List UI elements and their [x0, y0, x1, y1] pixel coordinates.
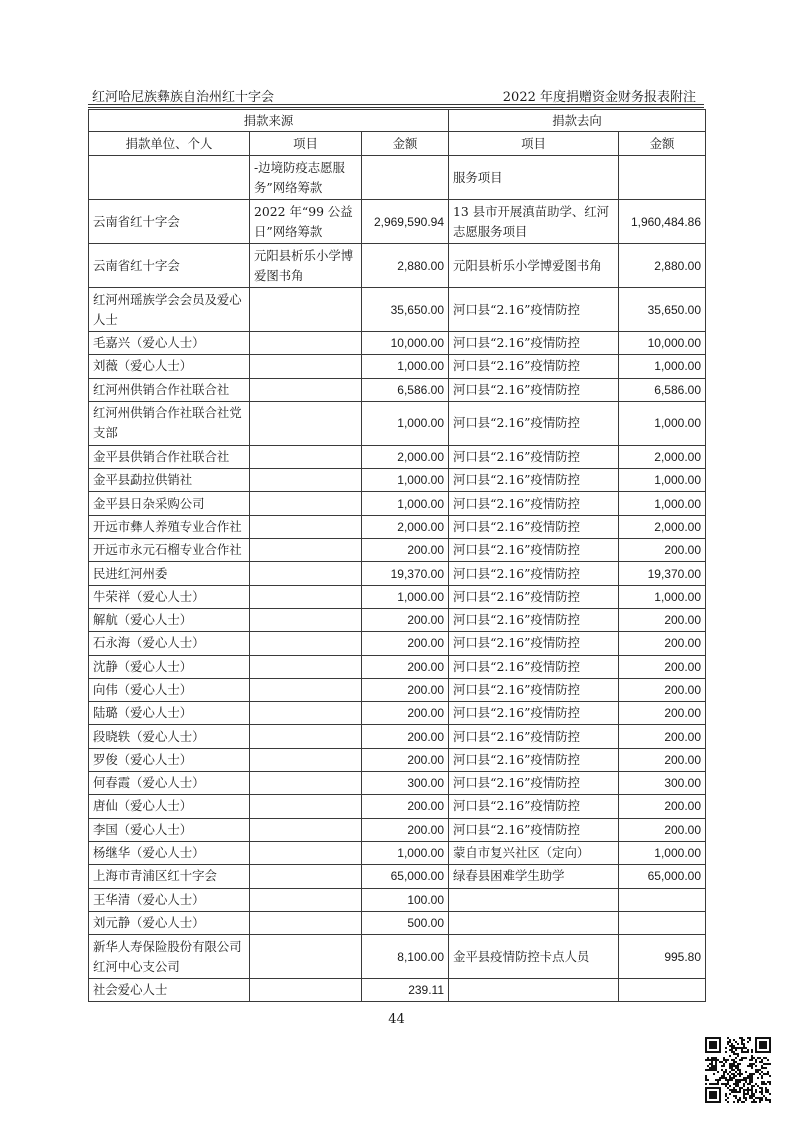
- source-project-cell: [250, 562, 362, 585]
- source-amount-cell: 2,000.00: [362, 515, 449, 538]
- qr-code-icon: [703, 1035, 773, 1105]
- destination-amount-cell: 200.00: [619, 702, 706, 725]
- destination-amount-cell: 200.00: [619, 655, 706, 678]
- source-amount-cell: 200.00: [362, 632, 449, 655]
- destination-project-cell: 河口县“2.16”疫情防控: [449, 608, 619, 631]
- destination-project-cell: 服务项目: [449, 156, 619, 200]
- source-amount-cell: 6,586.00: [362, 378, 449, 401]
- destination-amount-cell: [619, 156, 706, 200]
- source-project-cell: [250, 288, 362, 332]
- destination-project-cell: 河口县“2.16”疫情防控: [449, 725, 619, 748]
- table-group-header-row: [89, 110, 706, 132]
- source-amount-cell: 200.00: [362, 539, 449, 562]
- destination-project-cell: 河口县“2.16”疫情防控: [449, 492, 619, 515]
- table-row: [89, 841, 706, 864]
- table-row: [89, 865, 706, 888]
- source-amount-cell: 2,000.00: [362, 445, 449, 468]
- source-amount-cell: [362, 156, 449, 200]
- destination-project-cell: 河口县“2.16”疫情防控: [449, 562, 619, 585]
- destination-amount-cell: 200.00: [619, 818, 706, 841]
- source-amount-cell: 200.00: [362, 795, 449, 818]
- col-header-destination-amount: 金额: [619, 132, 706, 156]
- destination-amount-cell: 200.00: [619, 748, 706, 771]
- destination-amount-cell: 2,000.00: [619, 515, 706, 538]
- table-row: [89, 401, 706, 445]
- donor-cell: [89, 156, 250, 200]
- donor-cell: 金平县勐拉供销社: [89, 469, 250, 492]
- source-project-cell: [250, 795, 362, 818]
- table-row: [89, 795, 706, 818]
- source-project-cell: [250, 725, 362, 748]
- table-row: [89, 469, 706, 492]
- table-row: [89, 772, 706, 795]
- table-row: [89, 288, 706, 332]
- table-row: [89, 632, 706, 655]
- donor-cell: 石永海（爱心人士）: [89, 632, 250, 655]
- source-amount-cell: 200.00: [362, 818, 449, 841]
- col-header-donor: 捐款单位、个人: [89, 132, 250, 156]
- source-project-cell: [250, 355, 362, 378]
- destination-amount-cell: 200.00: [619, 632, 706, 655]
- destination-amount-cell: 19,370.00: [619, 562, 706, 585]
- destination-project-cell: 河口县“2.16”疫情防控: [449, 445, 619, 468]
- source-amount-cell: 1,000.00: [362, 841, 449, 864]
- destination-project-cell: 河口县“2.16”疫情防控: [449, 515, 619, 538]
- destination-amount-cell: 10,000.00: [619, 332, 706, 355]
- source-amount-cell: 200.00: [362, 748, 449, 771]
- donor-cell: 红河州供销合作社联合社: [89, 378, 250, 401]
- destination-amount-cell: 2,880.00: [619, 244, 706, 288]
- table-row: [89, 585, 706, 608]
- source-amount-cell: 2,880.00: [362, 244, 449, 288]
- destination-amount-cell: 6,586.00: [619, 378, 706, 401]
- destination-amount-cell: 1,000.00: [619, 401, 706, 445]
- destination-project-cell: 绿春县困难学生助学: [449, 865, 619, 888]
- donor-cell: 李国（爱心人士）: [89, 818, 250, 841]
- table-row: [89, 445, 706, 468]
- source-project-cell: [250, 748, 362, 771]
- source-amount-cell: 200.00: [362, 725, 449, 748]
- donor-cell: 刘薇（爱心人士）: [89, 355, 250, 378]
- source-project-cell: [250, 445, 362, 468]
- donor-cell: 云南省红十字会: [89, 200, 250, 244]
- destination-amount-cell: [619, 911, 706, 934]
- source-amount-cell: 19,370.00: [362, 562, 449, 585]
- source-amount-cell: 1,000.00: [362, 469, 449, 492]
- source-amount-cell: 1,000.00: [362, 492, 449, 515]
- destination-amount-cell: 2,000.00: [619, 445, 706, 468]
- destination-amount-cell: 1,000.00: [619, 469, 706, 492]
- source-project-cell: [250, 469, 362, 492]
- table-row: [89, 888, 706, 911]
- donor-cell: 社会爱心人士: [89, 979, 250, 1002]
- source-amount-cell: 100.00: [362, 888, 449, 911]
- destination-project-cell: 河口县“2.16”疫情防控: [449, 332, 619, 355]
- source-amount-cell: 500.00: [362, 911, 449, 934]
- source-project-cell: [250, 702, 362, 725]
- destination-project-cell: 元阳县析乐小学博爱图书角: [449, 244, 619, 288]
- destination-amount-cell: [619, 888, 706, 911]
- destination-project-cell: 河口县“2.16”疫情防控: [449, 655, 619, 678]
- source-project-cell: [250, 608, 362, 631]
- source-amount-cell: 1,000.00: [362, 401, 449, 445]
- table-row: [89, 608, 706, 631]
- donor-cell: 王华清（爱心人士）: [89, 888, 250, 911]
- donor-cell: 红河州供销合作社联合社党支部: [89, 401, 250, 445]
- donor-cell: 解航（爱心人士）: [89, 608, 250, 631]
- destination-amount-cell: 200.00: [619, 725, 706, 748]
- source-project-cell: [250, 492, 362, 515]
- destination-project-cell: [449, 911, 619, 934]
- table-row: [89, 655, 706, 678]
- destination-project-cell: 河口县“2.16”疫情防控: [449, 539, 619, 562]
- header-divider-secondary: [88, 107, 704, 108]
- source-project-cell: [250, 585, 362, 608]
- source-project-cell: 2022 年“99 公益日”网络筹款: [250, 200, 362, 244]
- destination-amount-cell: 1,000.00: [619, 841, 706, 864]
- source-amount-cell: 10,000.00: [362, 332, 449, 355]
- donor-cell: 陆璐（爱心人士）: [89, 702, 250, 725]
- destination-project-cell: 河口县“2.16”疫情防控: [449, 288, 619, 332]
- donor-cell: 民进红河州委: [89, 562, 250, 585]
- source-project-cell: [250, 678, 362, 701]
- destination-project-cell: 河口县“2.16”疫情防控: [449, 401, 619, 445]
- table-row: [89, 748, 706, 771]
- table-row: [89, 156, 706, 200]
- destination-project-cell: [449, 979, 619, 1002]
- donation-table: [88, 109, 706, 1002]
- source-amount-cell: 200.00: [362, 608, 449, 631]
- header-report-title: 2022 年度捐赠资金财务报表附注: [502, 90, 696, 105]
- donor-cell: 上海市青浦区红十字会: [89, 865, 250, 888]
- table-row: [89, 332, 706, 355]
- table-row: [89, 678, 706, 701]
- donor-cell: 杨继华（爱心人士）: [89, 841, 250, 864]
- destination-amount-cell: [619, 979, 706, 1002]
- source-project-cell: [250, 632, 362, 655]
- table-row: [89, 378, 706, 401]
- destination-amount-cell: 200.00: [619, 539, 706, 562]
- source-project-cell: -边境防疫志愿服务”网络筹款: [250, 156, 362, 200]
- table-column-header-row: [89, 132, 706, 156]
- destination-amount-cell: 1,000.00: [619, 585, 706, 608]
- col-header-destination-project: 项目: [449, 132, 619, 156]
- source-project-cell: [250, 979, 362, 1002]
- source-amount-cell: 300.00: [362, 772, 449, 795]
- source-amount-cell: 200.00: [362, 655, 449, 678]
- table-row: [89, 911, 706, 934]
- group-header-source: 捐款来源: [89, 110, 449, 132]
- donor-cell: 毛嘉兴（爱心人士）: [89, 332, 250, 355]
- table-row: [89, 515, 706, 538]
- source-amount-cell: 8,100.00: [362, 935, 449, 979]
- destination-amount-cell: 1,000.00: [619, 492, 706, 515]
- donor-cell: 云南省红十字会: [89, 244, 250, 288]
- destination-project-cell: 河口县“2.16”疫情防控: [449, 378, 619, 401]
- col-header-source-project: 项目: [250, 132, 362, 156]
- table-row: [89, 355, 706, 378]
- table-row: [89, 702, 706, 725]
- source-project-cell: [250, 841, 362, 864]
- destination-project-cell: 河口县“2.16”疫情防控: [449, 469, 619, 492]
- header-organization: 红河哈尼族彝族自治州红十字会: [92, 90, 275, 105]
- donor-cell: 段晓轶（爱心人士）: [89, 725, 250, 748]
- source-project-cell: [250, 655, 362, 678]
- donor-cell: 唐仙（爱心人士）: [89, 795, 250, 818]
- table-row: [89, 562, 706, 585]
- destination-project-cell: 蒙自市复兴社区（定向）: [449, 841, 619, 864]
- destination-project-cell: 河口县“2.16”疫情防控: [449, 702, 619, 725]
- donor-cell: 向伟（爱心人士）: [89, 678, 250, 701]
- source-project-cell: [250, 332, 362, 355]
- destination-amount-cell: 35,650.00: [619, 288, 706, 332]
- source-amount-cell: 65,000.00: [362, 865, 449, 888]
- destination-amount-cell: 200.00: [619, 678, 706, 701]
- table-row: [89, 492, 706, 515]
- col-header-source-amount: 金额: [362, 132, 449, 156]
- destination-project-cell: 河口县“2.16”疫情防控: [449, 748, 619, 771]
- destination-amount-cell: 65,000.00: [619, 865, 706, 888]
- destination-project-cell: 河口县“2.16”疫情防控: [449, 632, 619, 655]
- source-amount-cell: 239.11: [362, 979, 449, 1002]
- destination-project-cell: 河口县“2.16”疫情防控: [449, 818, 619, 841]
- source-amount-cell: 1,000.00: [362, 585, 449, 608]
- donor-cell: 金平县日杂采购公司: [89, 492, 250, 515]
- destination-project-cell: [449, 888, 619, 911]
- source-amount-cell: 2,969,590.94: [362, 200, 449, 244]
- group-header-destination: 捐款去向: [449, 110, 706, 132]
- destination-project-cell: 河口县“2.16”疫情防控: [449, 678, 619, 701]
- table-row: [89, 539, 706, 562]
- source-amount-cell: 200.00: [362, 702, 449, 725]
- destination-amount-cell: 995.80: [619, 935, 706, 979]
- source-project-cell: [250, 818, 362, 841]
- donor-cell: 新华人寿保险股份有限公司红河中心支公司: [89, 935, 250, 979]
- source-amount-cell: 35,650.00: [362, 288, 449, 332]
- donor-cell: 金平县供销合作社联合社: [89, 445, 250, 468]
- table-row: [89, 979, 706, 1002]
- source-project-cell: [250, 378, 362, 401]
- table-row: [89, 244, 706, 288]
- donor-cell: 牛荣祥（爱心人士）: [89, 585, 250, 608]
- source-project-cell: [250, 865, 362, 888]
- page-number: 44: [388, 1012, 405, 1027]
- table-body: [89, 156, 706, 1002]
- header-divider: [88, 104, 704, 105]
- donor-cell: 罗俊（爱心人士）: [89, 748, 250, 771]
- source-project-cell: [250, 772, 362, 795]
- donor-cell: 开远市永元石榴专业合作社: [89, 539, 250, 562]
- destination-project-cell: 河口县“2.16”疫情防控: [449, 772, 619, 795]
- donor-cell: 刘元静（爱心人士）: [89, 911, 250, 934]
- destination-project-cell: 河口县“2.16”疫情防控: [449, 795, 619, 818]
- destination-project-cell: 河口县“2.16”疫情防控: [449, 585, 619, 608]
- source-project-cell: [250, 515, 362, 538]
- destination-amount-cell: 1,000.00: [619, 355, 706, 378]
- table-row: [89, 935, 706, 979]
- source-amount-cell: 200.00: [362, 678, 449, 701]
- destination-project-cell: 13 县市开展滇苗助学、红河志愿服务项目: [449, 200, 619, 244]
- destination-amount-cell: 200.00: [619, 608, 706, 631]
- source-project-cell: [250, 539, 362, 562]
- donor-cell: 何春霞（爱心人士）: [89, 772, 250, 795]
- destination-amount-cell: 200.00: [619, 795, 706, 818]
- source-project-cell: [250, 911, 362, 934]
- table-row: [89, 818, 706, 841]
- source-project-cell: 元阳县析乐小学博爱图书角: [250, 244, 362, 288]
- table-row: [89, 725, 706, 748]
- destination-amount-cell: 1,960,484.86: [619, 200, 706, 244]
- source-project-cell: [250, 401, 362, 445]
- donor-cell: 红河州瑶族学会会员及爱心人士: [89, 288, 250, 332]
- destination-project-cell: 金平县疫情防控卡点人员: [449, 935, 619, 979]
- source-amount-cell: 1,000.00: [362, 355, 449, 378]
- table-row: [89, 200, 706, 244]
- destination-amount-cell: 300.00: [619, 772, 706, 795]
- source-project-cell: [250, 888, 362, 911]
- donor-cell: 开远市彝人养殖专业合作社: [89, 515, 250, 538]
- source-project-cell: [250, 935, 362, 979]
- destination-project-cell: 河口县“2.16”疫情防控: [449, 355, 619, 378]
- donor-cell: 沈静（爱心人士）: [89, 655, 250, 678]
